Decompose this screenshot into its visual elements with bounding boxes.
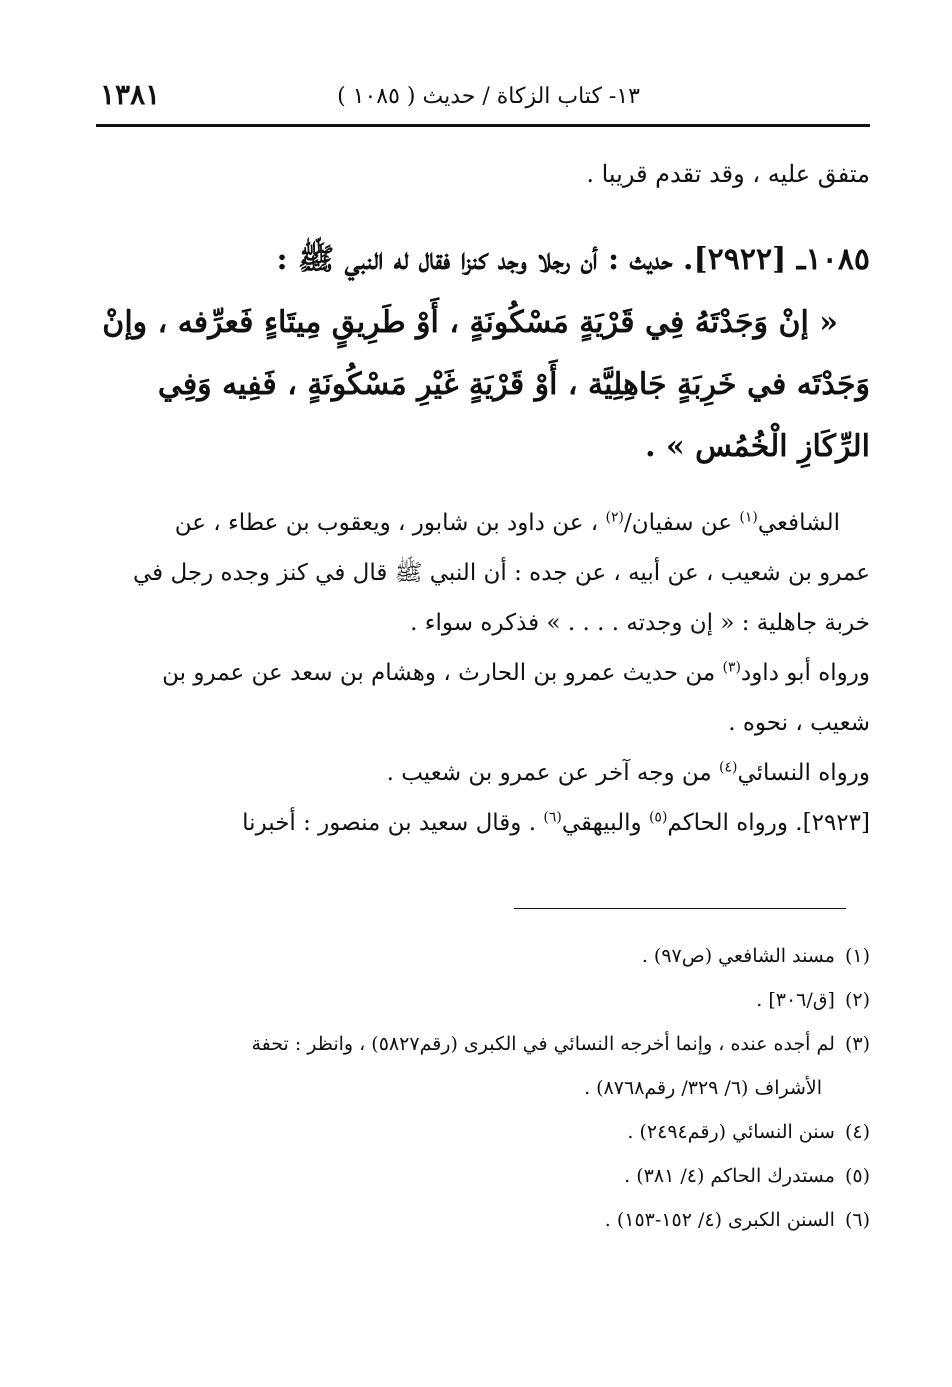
commentary-line: خربة جاهلية : « إن وجدته . . . . » فذكره سواء . — [410, 610, 870, 636]
footnote-separator — [514, 908, 846, 909]
commentary-line — [100, 748, 870, 798]
footnote-ref[interactable]: (٢) — [605, 509, 624, 526]
footnote-ref[interactable]: (٦) — [543, 809, 562, 826]
footnote-item — [100, 978, 870, 1022]
footnote-text: مسند الشافعي (ص٩٧) . — [641, 945, 835, 967]
hadith-line: وَجَدْتَه في خَرِبَةٍ جَاهِلِيَّة ، أَوْ قَرْيَةٍ غَيْرِ مَسْكُونَةٍ ، فَفِيه وَفِي — [157, 367, 870, 402]
text-run: عن سفيان/ — [623, 510, 740, 536]
page-number: ١٣٨١ — [100, 78, 161, 111]
commentary-line — [100, 648, 870, 698]
text-run: الشافعي — [757, 510, 840, 536]
commentary-line: شعيب ، نحوه . — [728, 710, 870, 736]
intro-paragraph — [100, 152, 870, 196]
footnote-continuation: الأشراف (٦/ ٣٢٩/ رقم٨٧٦٨) . — [584, 1077, 822, 1099]
hadith-heading — [100, 232, 870, 288]
text-run: ورواه النسائي — [737, 760, 870, 786]
footnote-ref[interactable]: (٤) — [719, 759, 738, 776]
commentary-line: عمرو بن شعيب ، عن أبيه ، عن جده : أن النبي ﷺ قال في كنز وجده رجل في — [132, 560, 870, 586]
footnote-ref[interactable]: (٥) — [648, 809, 668, 826]
hadith-line: الرِّكَازِ الْخُمُس » . — [645, 429, 870, 464]
hadith-text — [100, 292, 870, 478]
footnote-text: مستدرك الحاكم (٤/ ٣٨١) . — [624, 1165, 835, 1187]
footnote-item — [100, 1154, 870, 1198]
text-run: ورواه أبو داود — [740, 660, 870, 686]
footnote-text: سنن النسائي (رقم٢٤٩٤) . — [627, 1121, 835, 1143]
page-header — [96, 78, 870, 122]
intro-line: متفق عليه ، وقد تقدم قريبا . — [586, 160, 870, 188]
text-run: من وجه آخر عن عمرو بن شعيب . — [386, 760, 720, 786]
footnote-number: (٢) — [844, 989, 870, 1011]
hadith-heading-text: ١٠٨٥ـ [٢٩٢٢]. حديث : أن رجلا وجد كنزا فقال له النبي ﷺ : — [276, 242, 870, 277]
text-run: ، عن داود بن شابور ، ويعقوب بن عطاء ، عن — [174, 510, 606, 536]
footnotes — [100, 934, 870, 1242]
running-title: ١٣- كتاب الزكاة / حديث ( ١٠٨٥ ) — [337, 84, 640, 109]
footnote-ref[interactable]: (١) — [739, 509, 758, 526]
footnote-number: (٣) — [844, 1033, 870, 1055]
text-run: . وقال سعيد بن منصور : أخبرنا — [242, 810, 544, 836]
commentary-line — [100, 798, 870, 848]
footnote-number: (٤) — [844, 1121, 870, 1143]
commentary-line — [100, 498, 870, 548]
footnote-item — [100, 1022, 870, 1066]
footnote-item — [100, 1198, 870, 1242]
commentary-text — [100, 498, 870, 848]
text-run: والبيهقي — [561, 810, 649, 836]
hadith-line: « إنْ وَجَدْتَهُ فِي قَرْيَةٍ مَسْكُونَةٍ ، أَوْ طَرِيقٍ مِيتَاءٍ فَعرِّفه ، وإنْ — [102, 305, 838, 340]
header-rule — [96, 124, 870, 127]
footnote-item — [100, 1110, 870, 1154]
text-run: [٢٩٢٣]. ورواه الحاكم — [667, 810, 870, 836]
footnote-ref[interactable]: (٣) — [722, 659, 741, 676]
footnote-number: (٥) — [844, 1165, 870, 1187]
footnote-text: السنن الكبرى (٤/ ١٥٢-١٥٣) . — [604, 1209, 835, 1231]
footnote-text: [ق/٣٠٦] . — [756, 989, 835, 1011]
footnote-number: (١) — [844, 945, 870, 967]
footnote-text: لم أجده عنده ، وإنما أخرجه النسائي في الكبرى (رقم٥٨٢٧) ، وانظر : تحفة — [251, 1033, 835, 1055]
text-run: من حديث عمرو بن الحارث ، وهشام بن سعد عن عمرو بن — [162, 660, 723, 686]
footnote-item — [100, 934, 870, 978]
footnote-number: (٦) — [844, 1209, 870, 1231]
